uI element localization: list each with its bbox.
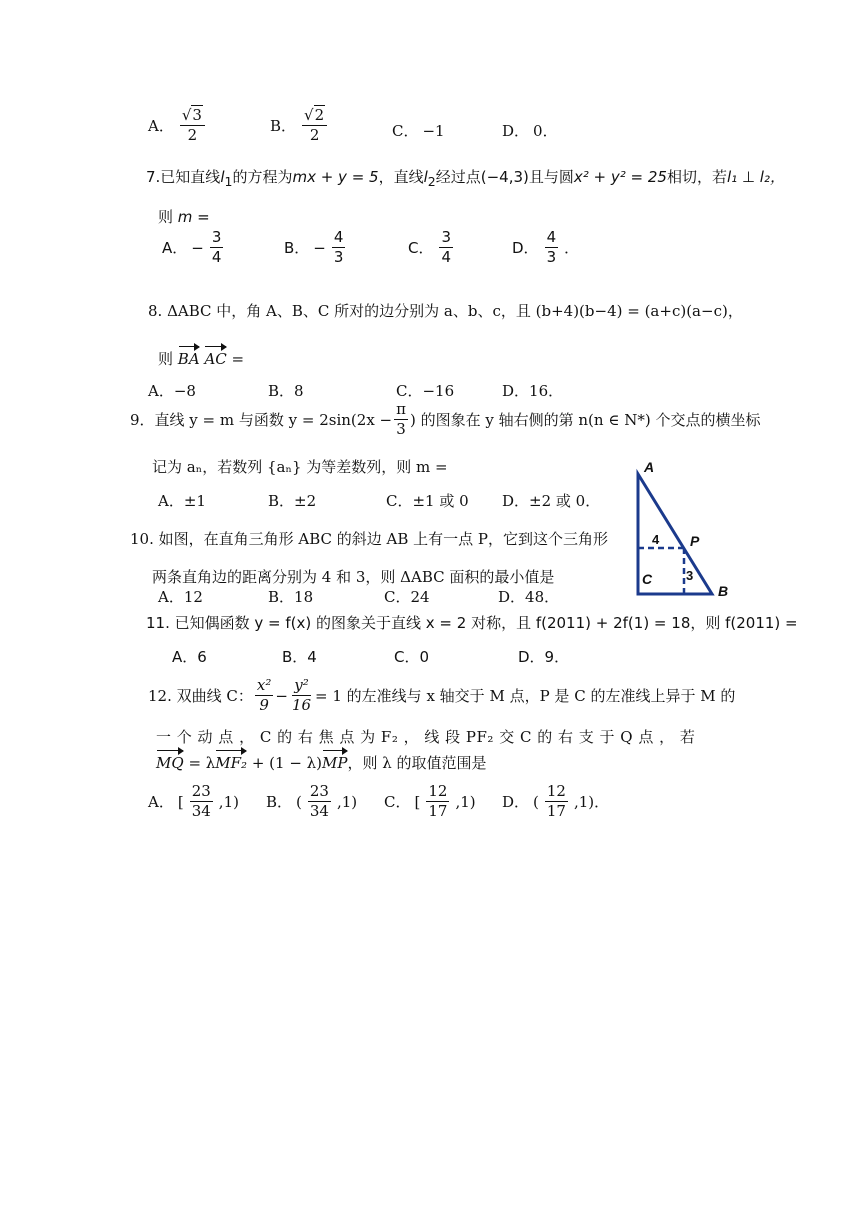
numerator: 4	[333, 228, 344, 246]
q7-m: m =	[177, 208, 210, 226]
denominator: 17	[428, 802, 448, 820]
option-sign: −	[191, 238, 204, 257]
option-label: D．	[502, 122, 530, 140]
q7-line-equation: mx + y = 5	[292, 168, 379, 186]
q7-option-d	[512, 230, 579, 265]
denominator: 2	[309, 126, 320, 144]
q8-equals: =	[231, 350, 245, 368]
denominator: 3	[546, 248, 557, 266]
q10-option-a: A．12	[158, 588, 203, 606]
q11-stem: 11. 已知偶函数 y = f(x) 的图象关于直线 x = 2 对称，且 f(2011) + 2f(1) = 18，则 f(2011) =	[146, 614, 798, 632]
option-label: D．	[512, 239, 539, 257]
q7-l1-sub: 1	[224, 174, 233, 189]
q12-option-c	[384, 784, 476, 819]
bracket: (	[533, 792, 539, 811]
numerator: y²	[294, 676, 309, 694]
option-value: −1	[422, 121, 445, 140]
option-label: C．	[384, 793, 411, 811]
vector-mp: MP	[322, 754, 348, 772]
q8-stem-line1: 8. ΔABC 中，角 A、B、C 所对的边分别为 a、b、c，且 (b+4)(b−4) = (a+c)(a−c)，	[148, 302, 743, 320]
q7-option-a	[162, 230, 225, 265]
q8-text: 则	[158, 350, 174, 368]
q9-text: ) 的图象在 y 轴右侧的第 n(n ∈ N*) 个交点的横坐标	[409, 411, 761, 429]
vector-ba: BA	[177, 350, 200, 368]
q12-text: + (1 − λ)	[251, 754, 323, 772]
q12-text: = 1 的左准线与 x 轴交于 M 点，P 是 C 的左准线上异于 M 的	[315, 687, 736, 705]
numerator: x²	[256, 676, 272, 694]
q11-option-c: C．0	[394, 648, 430, 666]
numerator: 12	[546, 782, 566, 800]
denominator: 4	[441, 248, 452, 266]
q9-text: 9．直线 y = m 与函数 y = 2sin(2x −	[130, 411, 393, 429]
q12-text: ，则 λ 的取值范围是	[347, 754, 487, 772]
q12-stem-line2: 一 个 动 点 ， C 的 右 焦 点 为 F₂ ， 线 段 PF₂ 交 C 的 右 支 于 Q 点 ， 若	[156, 728, 696, 746]
bracket: [	[177, 792, 184, 811]
vertex-a-label: A	[644, 459, 655, 475]
q9-option-b: B．±2	[268, 492, 317, 510]
bracket: ,1)	[218, 792, 239, 811]
option-label: A．	[148, 793, 174, 811]
q9-option-d: D．±2 或 0．	[502, 492, 601, 510]
denominator: 34	[309, 802, 329, 820]
denominator: 9	[259, 696, 269, 714]
q7-circle-equation: x² + y² = 25	[573, 168, 667, 186]
q12-text: = λ	[188, 754, 216, 772]
distance-4-label: 4	[652, 532, 660, 547]
q7-text: 经过点	[435, 168, 481, 186]
q6-option-b	[270, 108, 329, 143]
denominator: 4	[211, 248, 222, 266]
q10-stem-line1: 10. 如图，在直角三角形 ABC 的斜边 AB 上有一点 P，它到这个三角形	[130, 530, 609, 548]
right-triangle-figure	[630, 456, 740, 602]
q6-option-c	[392, 120, 445, 141]
q12-option-d	[502, 784, 609, 819]
q10-option-d: D．48．	[498, 588, 560, 606]
vertex-b-label: B	[718, 583, 729, 599]
option-label: B．	[266, 793, 293, 811]
bracket: (	[296, 792, 302, 811]
numerator: π	[396, 400, 406, 418]
q12-stem-line1	[148, 678, 735, 713]
q9-stem-line2: 记为 aₙ，若数列 {aₙ} 为等差数列，则 m =	[152, 458, 448, 476]
vector-mq: MQ	[156, 754, 184, 772]
q9-option-c: C．±1 或 0	[386, 492, 469, 510]
q12-minus: −	[275, 686, 288, 705]
numerator: 3	[441, 228, 452, 246]
q9-option-a: A．±1	[158, 492, 206, 510]
distance-3-label: 3	[686, 568, 694, 583]
q11-option-a: A．6	[172, 648, 207, 666]
bracket: ,1)	[455, 792, 476, 811]
q7-option-b	[284, 230, 347, 265]
q6-option-a	[148, 108, 207, 143]
q7-text: 相切，若	[666, 168, 727, 186]
q7-perp: l₁ ⊥ l₂，	[726, 168, 785, 186]
numerator: 4	[546, 228, 557, 246]
numerator: 12	[428, 782, 448, 800]
bracket: [	[414, 792, 421, 811]
q12-text: 12. 双曲线 C：	[148, 687, 253, 705]
vertex-c-label: C	[642, 571, 653, 587]
numerator: 3	[211, 228, 222, 246]
option-label: A．	[162, 239, 188, 257]
q11-option-b: B．4	[282, 648, 317, 666]
q7-point: (−4,3)	[480, 168, 529, 186]
option-label: B．	[270, 117, 297, 135]
q6-option-d	[502, 120, 558, 141]
q8-stem-line2	[158, 348, 244, 369]
sqrt-fraction: $\frac{√3}{2}$	[180, 108, 205, 143]
vector-mf2: MF₂	[215, 754, 248, 772]
q10-option-c: C．24	[384, 588, 430, 606]
q7-text: 则	[158, 208, 174, 226]
bracket: ,1)	[336, 792, 358, 811]
q7-stem-line2	[158, 206, 210, 227]
vector-ac: AC	[204, 350, 227, 368]
numerator: 23	[309, 782, 329, 800]
q7-l1: l	[220, 168, 225, 186]
option-label: B．	[284, 239, 310, 257]
denominator: 3	[396, 420, 406, 438]
q8-option-a: A．−8	[148, 382, 196, 400]
denominator: 34	[191, 802, 211, 820]
numerator: 2	[314, 106, 325, 124]
q10-stem-line2: 两条直角边的距离分别为 4 和 3，则 ΔABC 面积的最小值是	[152, 568, 555, 586]
q12-stem-line3	[156, 752, 487, 773]
q7-l2: l	[423, 168, 428, 186]
option-label: C．	[408, 239, 434, 257]
q7-stem-line1	[146, 166, 785, 189]
q8-option-b: B．8	[268, 382, 304, 400]
option-sign: −	[313, 238, 326, 257]
denominator: 16	[291, 696, 312, 714]
q11-option-d: D．9．	[518, 648, 570, 666]
point-p-label: P	[690, 533, 700, 549]
bracket: ,1)．	[573, 793, 610, 811]
denominator: 2	[187, 126, 198, 144]
option-label: A．	[148, 117, 174, 135]
q10-option-b: B．18	[268, 588, 314, 606]
option-label: C．	[392, 122, 419, 140]
option-label: D．	[502, 793, 530, 811]
q7-option-c	[408, 230, 455, 265]
option-value: 0．	[533, 122, 558, 140]
q12-option-a	[148, 784, 239, 819]
q12-option-b	[266, 784, 357, 819]
q8-option-d: D．16．	[502, 382, 564, 400]
denominator: 17	[546, 802, 566, 820]
numerator: 23	[191, 782, 211, 800]
sqrt-fraction: $\frac{√2}{2}$	[302, 108, 327, 143]
option-tail: ．	[564, 239, 580, 257]
q7-text: ，直线	[378, 168, 424, 186]
denominator: 3	[333, 248, 344, 266]
q9-stem-line1	[130, 402, 760, 437]
q7-text: 的方程为	[232, 168, 293, 186]
q8-option-c: C．−16	[396, 382, 455, 400]
numerator: 3	[192, 106, 202, 124]
q7-l2-sub: 2	[427, 174, 436, 189]
q7-text: 且与圆	[528, 168, 574, 186]
q7-text: 7.已知直线	[146, 168, 221, 186]
